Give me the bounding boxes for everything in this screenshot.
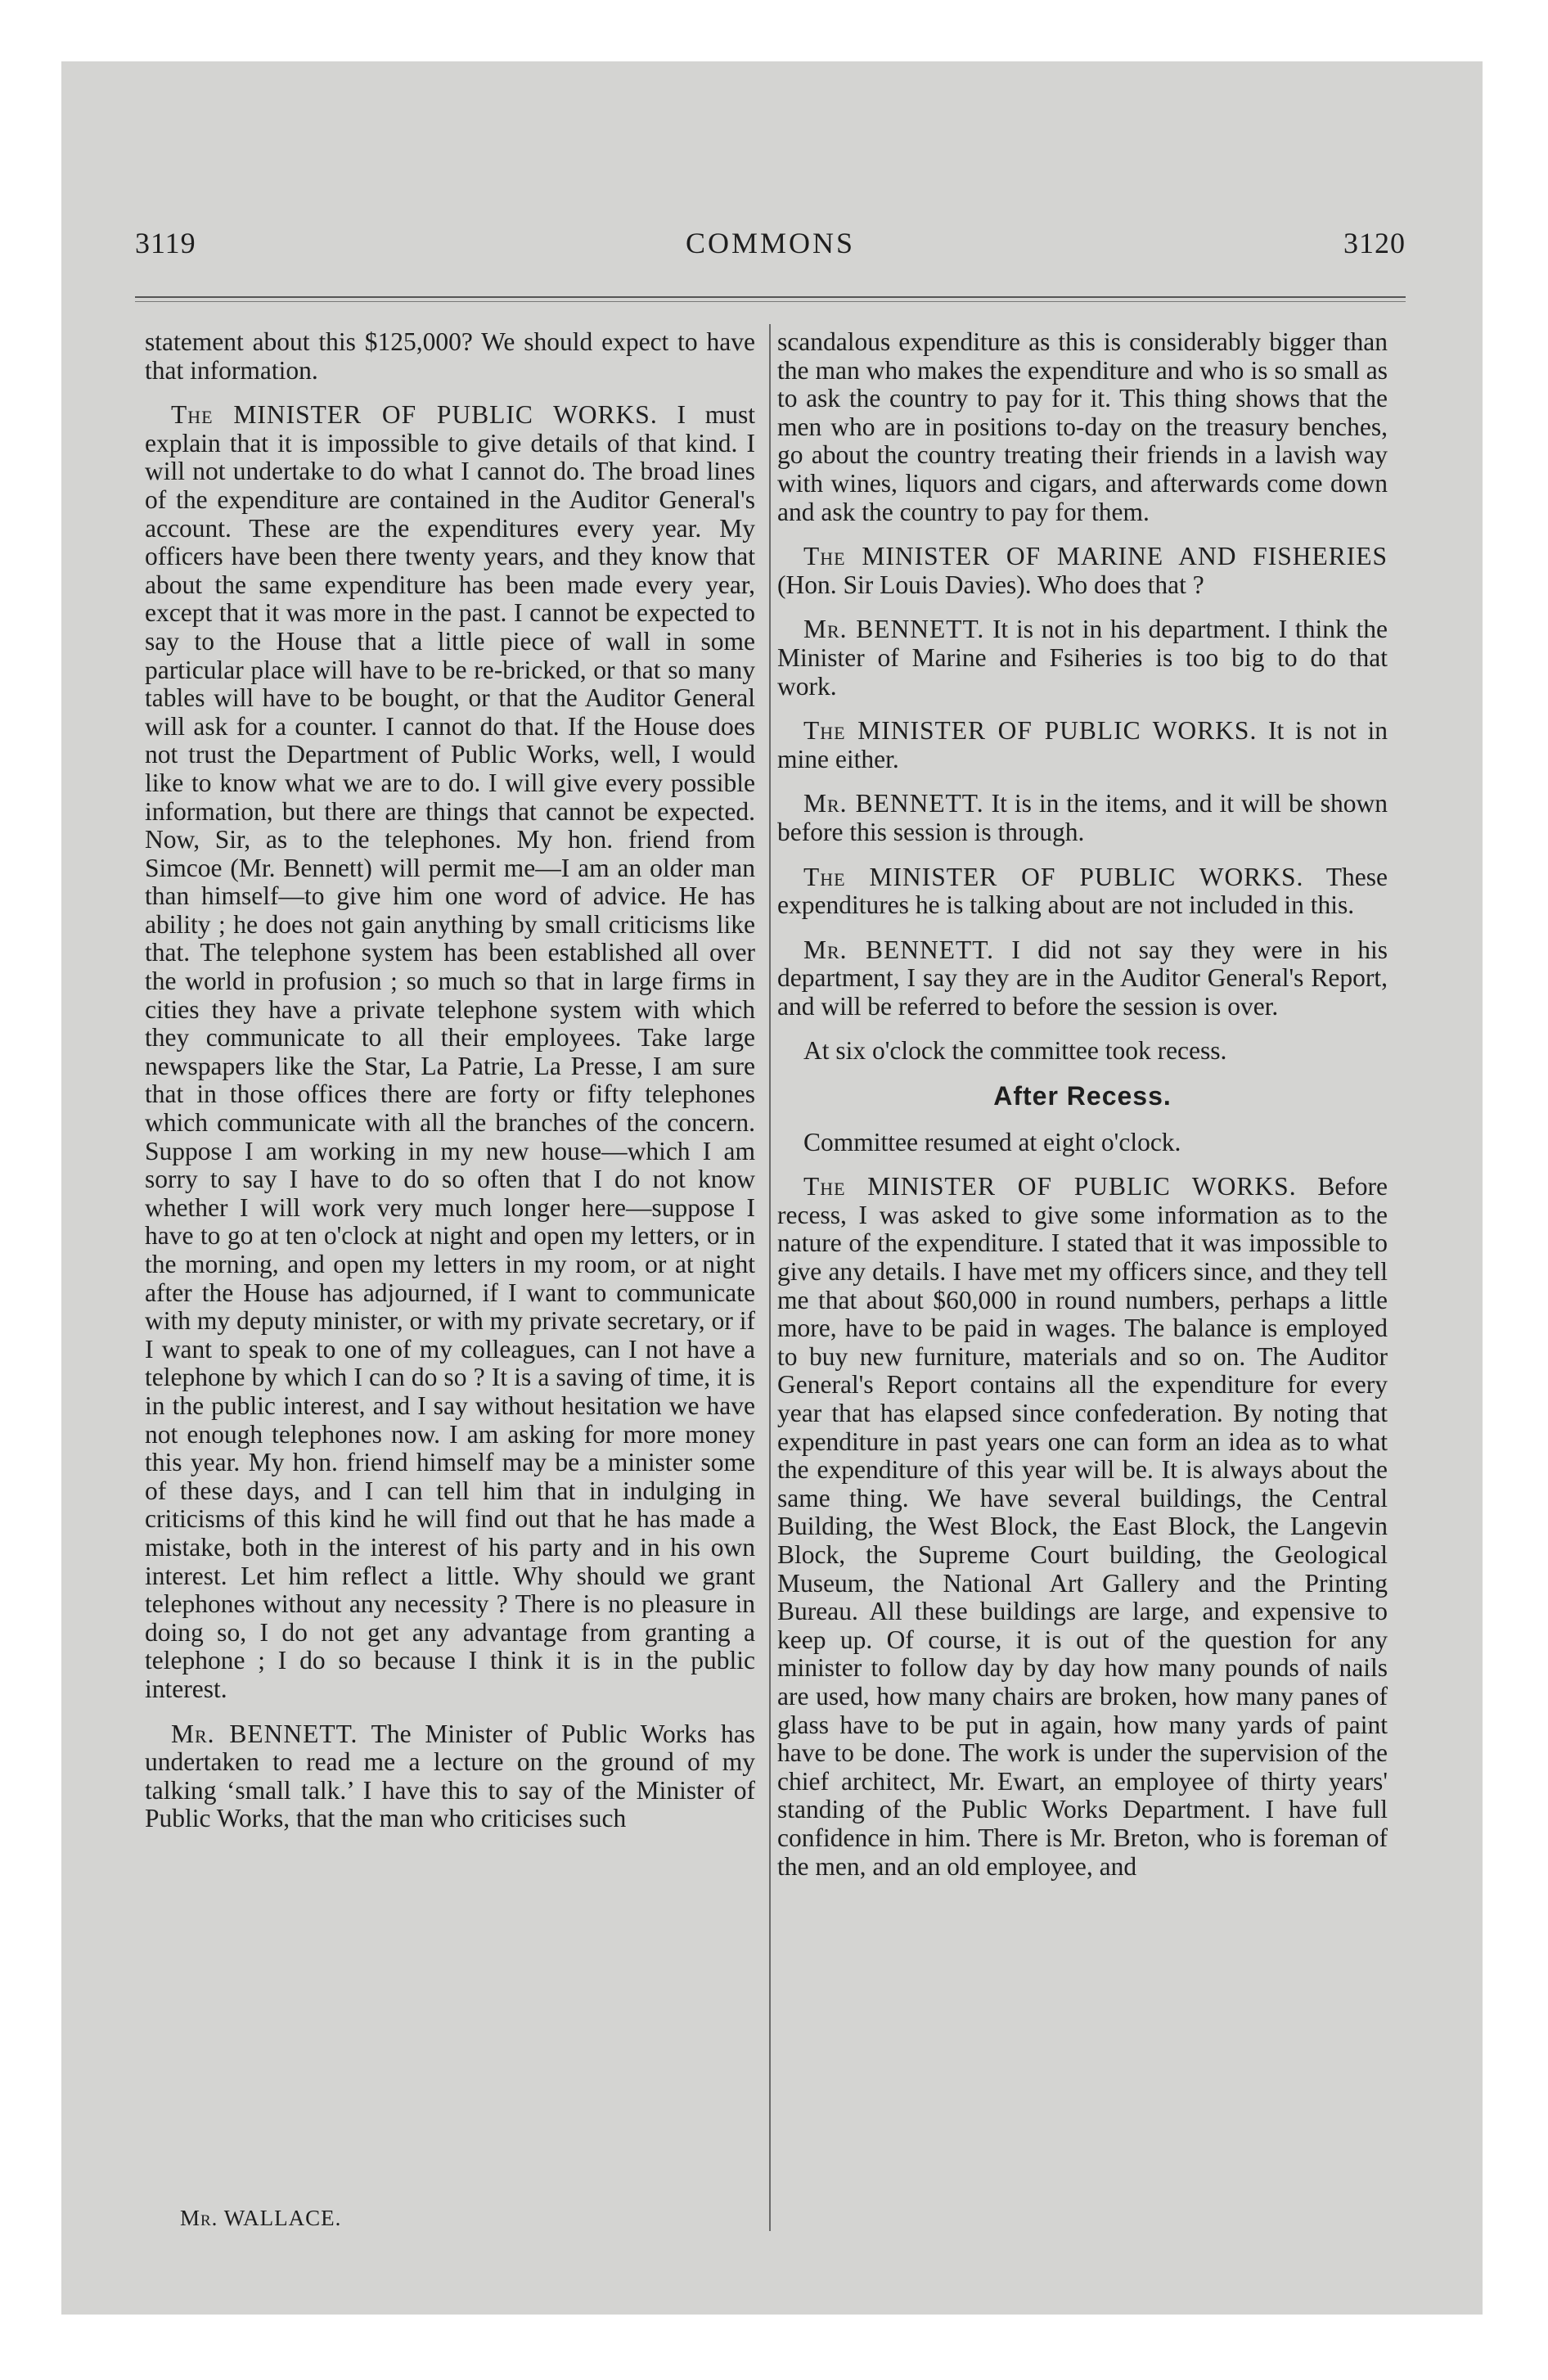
speaker: The MINISTER OF PUBLIC WORKS.: [171, 400, 658, 430]
paragraph: [777, 1037, 1388, 1066]
column-divider: [769, 324, 771, 2231]
paragraph-text: I must explain that it is impossible to give details of that kind. I will not undertake to do what I cannot do. The broad lines of the expenditure are contained in the Auditor General's account. These are the expenditures every year. My officers have been there twenty years, and they know that about the same expenditure has been made every year, except that it was more in the past. I cannot be expected to say to the House that a little piece of wall in some particular place will have to be re-bricked, or that so many tables will have to be bought, or that the Auditor General will ask for a counter. I cannot do that. If the House does not trust the Department of Public Works, well, I would like to know what we are to do. I will give every possible information, but there are things that cannot be expected. Now, Sir, as to the telephones. My hon. friend from Simcoe (Mr. Bennett) will permit me—I am an older man than himself—to give him one word of advice. He has ability ; he does not gain anything by small criticisms like that. The telephone system has been established all over the world in profusion ; so much so that in large firms in cities they have a private telephone system with which they communicate to all their employees. Take large newspapers like the Star, La Patrie, La Presse, I am sure that in those offices there are forty or fifty telephones which communicate with all the branches of the concern. Suppose I am working in my new house—which I am sorry to say I have to do so often that I do not know whether I will work very much longer here—suppose I have to go at ten o'clock at night and open my letters, or in the morning, and open my letters in my room, or at night after the House has adjourned, if I want to communicate with my deputy minister, or with my private secretary, or if I want to speak to one of my colleagues, can I not have a telephone by which I can do so ? It is a saving of time, it is in the public interest, and I say without hesitation we have not enough telephones now. I am asking for more money this year. My hon. friend himself may be a minister some of these days, and I can tell him that in indulging in criticisms of this kind he will find out that he has made a mistake, both in the interest of his party and in his own interest. Let him reflect a little. Why should we grant telephones without any necessity ? There is no pleasure in doing so, I do not get any advantage from granting a telephone ; I do so because I think it is in the public interest.: [145, 400, 755, 1703]
running-title: COMMONS: [685, 227, 856, 259]
paragraph-text: It is not in mine either.: [777, 716, 1388, 773]
paragraph-text: At six o'clock the committee took recess.: [803, 1036, 1227, 1066]
footer-catchword: [180, 2206, 341, 2231]
paragraph-text: (Hon. Sir Louis Davies). Who does that ?: [777, 570, 1204, 599]
paragraph-text: Committee resumed at eight o'clock.: [803, 1127, 1181, 1156]
left-page-number: 3119: [135, 227, 196, 259]
paragraph: [777, 1173, 1388, 1881]
paragraph-text: The Minister of Public Works has undertaken to read me a lecture on the ground of my talking ‘small talk.’ I have this to say of the Minister of Public Works, that the man who criticises such: [145, 1719, 755, 1833]
paragraph: [777, 615, 1388, 701]
speaker: The MINISTER OF PUBLIC WORKS.: [803, 862, 1304, 891]
paragraph-text: I did not say they were in his department, I say they are in the Auditor General's Report, and will be referred to before the session is over.: [777, 935, 1388, 1021]
speaker: Mr. BENNETT.: [171, 1719, 358, 1748]
paragraph: [145, 328, 755, 385]
paragraph: [777, 328, 1388, 526]
speaker: The MINISTER OF PUBLIC WORKS.: [803, 1172, 1297, 1201]
speaker: The MINISTER OF MARINE AND FISHERIES: [803, 542, 1388, 571]
hansard-page: [135, 218, 1406, 2231]
paragraph-text: It is not in his department. I think the Minister of Marine and Fsiheries is too big to do that work.: [777, 615, 1388, 701]
paragraph-text: statement about this $125,000? We should expect to have that information.: [145, 327, 755, 385]
footer-text: Mr. WALLACE.: [180, 2206, 342, 2230]
paragraph: [777, 543, 1388, 599]
right-page-number: 3120: [1343, 227, 1406, 259]
header-rule: [135, 296, 1406, 298]
paragraph-text: scandalous expenditure as this is considerably bigger than the man who makes the expenditure and who is so small as to ask the country to pay for it. This thing shows that the men who are in positions to-day on the treasury benches, go about the country treating their friends in a lavish way with wines, liquors and cigars, and afterwards come down and ask the country to pay for them.: [777, 327, 1388, 526]
speaker: The MINISTER OF PUBLIC WORKS.: [803, 716, 1258, 746]
paragraph-text: Before recess, I was asked to give some information as to the nature of the expenditure. I stated that it was impossible to give any details. I have met my officers since, and they tell me that about $60,000 in round numbers, perhaps a little more, have to be paid in wages. The balance is employed to buy new furniture, materials and so on. The Auditor General's Report contains all the expenditure for every year that has elapsed since confederation. By noting that expenditure in past years one can form an idea as to what the expenditure of this year will be. It is always about the same thing. We have several buildings, the Central Building, the West Block, the East Block, the Langevin Block, the Supreme Court building, the Geological Museum, the National Art Gallery and the Printing Bureau. All these buildings are large, and expensive to keep up. Of course, it is out of the question for any minister to follow day by day how many pounds of nails are used, how many chairs are broken, how many panes of glass have to be put in again, how many yards of paint have to be done. The work is under the supervision of the chief architect, Mr. Ewart, an employee of thirty years' standing of the Public Works Department. I have full confidence in him. There is Mr. Breton, who is foreman of the men, and an old employee, and: [777, 1172, 1388, 1881]
paragraph: [145, 401, 755, 1703]
speaker: Mr. BENNETT.: [803, 615, 985, 644]
page-header: [135, 218, 1406, 259]
paragraph: [777, 790, 1388, 846]
paragraph: [777, 863, 1388, 920]
paragraph: [777, 717, 1388, 773]
paragraph-text: It is in the items, and it will be shown before this session is through.: [777, 789, 1388, 846]
speaker: Mr. BENNETT.: [803, 789, 984, 818]
speaker: Mr. BENNETT.: [803, 935, 994, 964]
paragraph: [777, 1129, 1388, 1157]
header-rule-thin: [135, 301, 1406, 302]
paragraph-text: These expenditures he is talking about are not included in this.: [777, 862, 1388, 920]
paragraph: [145, 1720, 755, 1833]
section-heading: After Recess.: [993, 1081, 1172, 1111]
left-column: [145, 328, 755, 1850]
right-column: [777, 328, 1388, 1897]
paragraph: [777, 936, 1388, 1021]
